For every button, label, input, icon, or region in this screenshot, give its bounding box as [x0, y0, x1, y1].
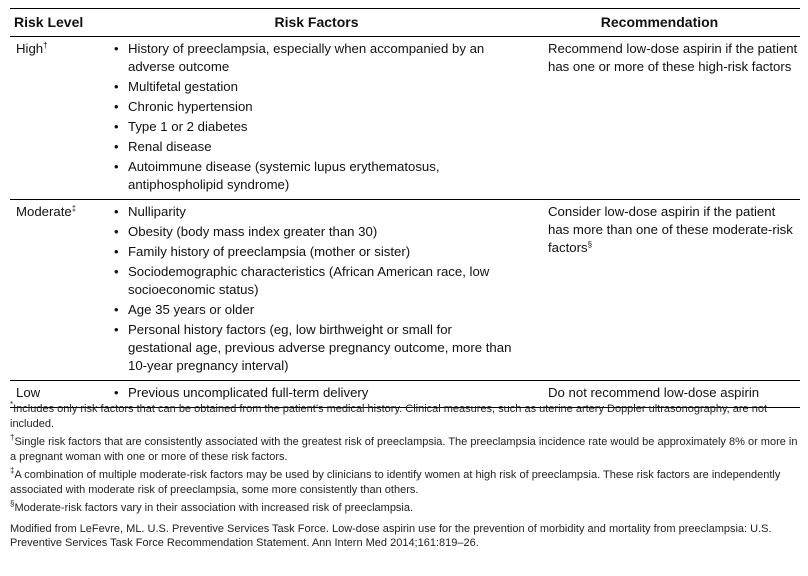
- risk-factor-item: • Personal history factors (eg, low birthweight or small for gestational age, previous adverse pregnancy outcome, more than 10-year pregnancy interval): [114, 321, 519, 375]
- risk-factor-item: • Nulliparity: [114, 203, 519, 221]
- footnote: [10, 435, 800, 464]
- header-risk-factors: Risk Factors: [114, 9, 519, 37]
- risk-level-cell: [10, 37, 114, 200]
- table-header-row: [10, 9, 800, 37]
- risk-factors-cell: [114, 200, 519, 381]
- risk-level-cell: [10, 200, 114, 381]
- footnote: [10, 468, 800, 497]
- footnote-text: Moderate-risk factors vary in their association with increased risk of preeclampsia.: [14, 502, 414, 514]
- risk-factor-item: • Multifetal gestation: [114, 78, 519, 96]
- header-recommendation: Recommendation: [519, 9, 800, 37]
- footnotes: [10, 402, 800, 555]
- risk-factor-list: [114, 203, 519, 375]
- risk-factor-list: [114, 384, 519, 402]
- footnote-mark: §: [10, 499, 15, 508]
- recommendation-cell: [519, 37, 800, 200]
- footnote-mark: †: [43, 41, 48, 50]
- risk-level-label: High: [16, 41, 44, 56]
- recommendation-cell: [519, 200, 800, 381]
- risk-factor-item: • History of preeclampsia, especially when accompanied by an adverse outcome: [114, 40, 519, 76]
- risk-factors-cell: [114, 37, 519, 200]
- footnote-text: A combination of multiple moderate-risk factors may be used by clinicians to identify women at high risk of preeclampsia. These risk factors are independently associated with moderate risk of preeclampsia, some more consistently than others.: [10, 469, 781, 496]
- risk-factor-item: • Family history of preeclampsia (mother or sister): [114, 243, 519, 261]
- risk-factor-item: • Age 35 years or older: [114, 301, 519, 319]
- risk-level-label: Low: [16, 385, 41, 400]
- risk-factor-item: • Chronic hypertension: [114, 98, 519, 116]
- footnote-mark: §: [587, 240, 593, 249]
- footnote: [10, 402, 800, 431]
- footnote-mark: †: [10, 433, 15, 442]
- risk-table: [10, 8, 800, 408]
- risk-factor-item: • Autoimmune disease (systemic lupus erythematosus, antiphospholipid syndrome): [114, 158, 519, 194]
- recommendation-text: Consider low-dose aspirin if the patient has more than one of these moderate-risk factors: [548, 204, 793, 255]
- recommendation-text: Recommend low-dose aspirin if the patient has one or more of these high-risk factors: [548, 41, 798, 74]
- footnote-mark: ‡: [10, 466, 15, 475]
- risk-factor-item: • Previous uncomplicated full-term delivery: [114, 384, 519, 402]
- source-citation: Modified from LeFevre, ML. U.S. Preventive Services Task Force. Low-dose aspirin use for the prevention of morbidity and mortality from preeclampsia: U.S. Preventive Services Task Force Recommendation Statement. Ann Intern Med 2014;161:819–26.: [10, 522, 772, 549]
- footnote-mark: *: [10, 400, 14, 409]
- risk-factor-item: • Obesity (body mass index greater than 30): [114, 223, 519, 241]
- risk-factor-item: • Renal disease: [114, 138, 519, 156]
- risk-factor-item: • Type 1 or 2 diabetes: [114, 118, 519, 136]
- risk-factor-list: [114, 40, 519, 194]
- header-risk-level: Risk Level: [10, 9, 114, 37]
- footnote-mark: ‡: [71, 204, 77, 213]
- footnote-text: Includes only risk factors that can be obtained from the patient’s medical history. Clinical measures, such as uterine artery Doppler ultrasonography, are not included.: [10, 403, 768, 430]
- table-row-moderate: [10, 200, 800, 381]
- risk-level-label: Moderate: [16, 204, 72, 219]
- footnote-text: Single risk factors that are consistently associated with the greatest risk of preeclampsia. The preeclampsia incidence rate would be approximately 8% or more in a pregnant woman with one or more of these risk factors.: [10, 436, 798, 463]
- table-row-high: [10, 37, 800, 200]
- recommendation-text: Do not recommend low-dose aspirin: [548, 385, 760, 400]
- footnote: [10, 501, 800, 516]
- risk-factor-item: • Sociodemographic characteristics (African American race, low socioeconomic status): [114, 263, 519, 299]
